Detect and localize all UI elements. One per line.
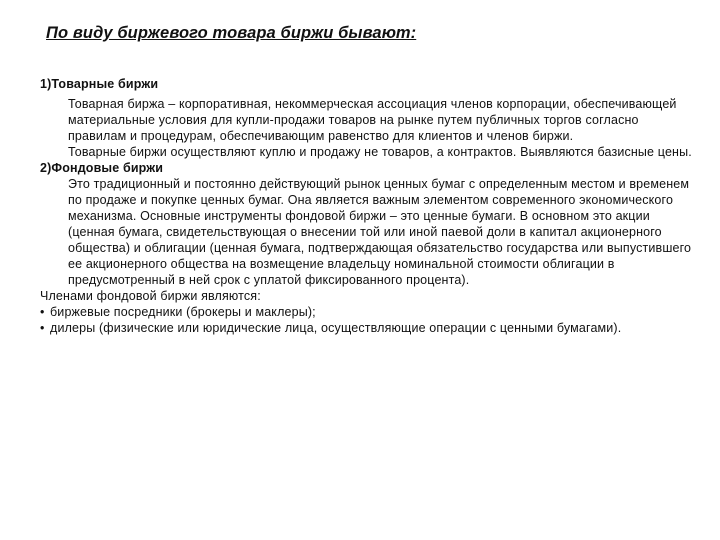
members-intro: Членами фондовой биржи являются:	[40, 289, 261, 303]
slide-body	[40, 76, 700, 336]
slide-title: По виду биржевого товара биржи бывают:	[46, 24, 417, 42]
paragraph-commodity-contracts: Товарные биржи осуществляют куплю и продажу не товаров, а контрактов. Выявляются базисные цены.	[68, 145, 692, 159]
list-item	[40, 304, 700, 320]
list-item-text: дилеры (физические или юридические лица, осуществляющие операции с ценными бумагами).	[50, 321, 622, 335]
section-heading-stock: 2)Фондовые биржи	[40, 161, 164, 175]
bullet-icon: •	[40, 305, 45, 319]
paragraph-commodity-definition: Товарная биржа – корпоративная, некоммерческая ассоциация членов корпорации, обеспечивающей материальные условия для купли-продажи товаров на рынке путем публичных торгов согласно правилам и процедурам, обеспечивающим равенство для клиентов и членов биржи.	[68, 97, 677, 143]
section-heading-commodity: 1)Товарные биржи	[40, 77, 159, 91]
paragraph-stock-definition: Это традиционный и постоянно действующий рынок ценных бумаг с определенным местом и временем по продаже и покупке ценных бумаг. Она является важным элементом современного экономического механизма. Основные инструменты фондовой биржи – это ценные бумаги. В основном это акции (ценная бумага, свидетельствующая о внесении той или иной паевой доли в капитал акционерного общества) и облигации (ценная бумага, подтверждающая обязательство государства или выпустившего ее акционерного общества на возмещение владельцу номинальной стоимости облигации в предусмотренный в ней срок с уплатой фиксированного процента).	[68, 177, 692, 287]
list-item-text: биржевые посредники (брокеры и маклеры);	[50, 305, 316, 319]
list-item	[40, 320, 700, 336]
bullet-icon: •	[40, 321, 45, 335]
